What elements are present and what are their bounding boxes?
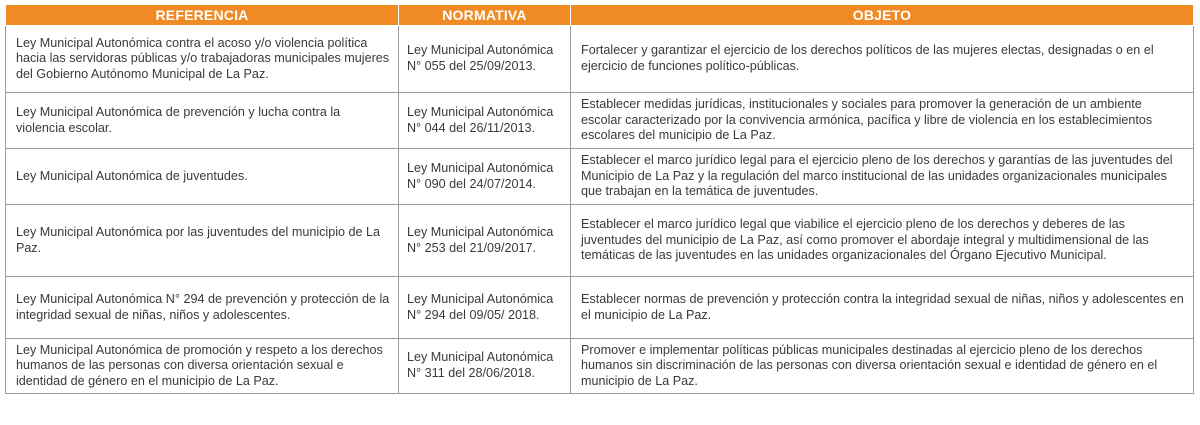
cell-normativa: Ley Municipal Autonómica N° 055 del 25/09/2013. bbox=[399, 26, 571, 93]
cell-objeto: Establecer el marco jurídico legal para el ejercicio pleno de los derechos y garantías de las juventudes del Municipio de La Paz y la regulación del marco institucional de las unidades organizacionales municipales que trabajan en la temática de juventudes. bbox=[571, 149, 1194, 205]
cell-objeto: Establecer el marco jurídico legal que viabilice el ejercicio pleno de los derechos y deberes de las juventudes del municipio de La Paz, así como promover el abordaje integral y multidimensional de las temáticas de las juventudes en las unidades organizacionales del Órgano Ejecutivo Municipal. bbox=[571, 205, 1194, 277]
cell-objeto: Fortalecer y garantizar el ejercicio de los derechos políticos de las mujeres electas, designadas o en el ejercicio de funciones político-públicas. bbox=[571, 26, 1194, 93]
cell-referencia: Ley Municipal Autonómica de juventudes. bbox=[6, 149, 399, 205]
table-row bbox=[6, 205, 1194, 277]
laws-table-container bbox=[5, 4, 1193, 394]
table-row bbox=[6, 277, 1194, 339]
header-row bbox=[6, 5, 1194, 26]
cell-normativa: Ley Municipal Autonómica N° 044 del 26/11/2013. bbox=[399, 93, 571, 149]
cell-referencia: Ley Municipal Autonómica por las juventudes del municipio de La Paz. bbox=[6, 205, 399, 277]
cell-objeto: Establecer normas de prevención y protección contra la integridad sexual de niñas, niños y adolescentes en el municipio de La Paz. bbox=[571, 277, 1194, 339]
table-row bbox=[6, 339, 1194, 394]
cell-normativa: Ley Municipal Autonómica N° 294 del 09/05/ 2018. bbox=[399, 277, 571, 339]
cell-referencia: Ley Municipal Autonómica N° 294 de prevención y protección de la integridad sexual de niñas, niños y adolescentes. bbox=[6, 277, 399, 339]
table-row bbox=[6, 149, 1194, 205]
header-objeto: OBJETO bbox=[571, 5, 1194, 26]
cell-referencia: Ley Municipal Autonómica de promoción y respeto a los derechos humanos de las personas con diversa orientación sexual e identidad de género en el municipio de La Paz. bbox=[6, 339, 399, 394]
cell-normativa: Ley Municipal Autonómica N° 253 del 21/09/2017. bbox=[399, 205, 571, 277]
cell-normativa: Ley Municipal Autonómica N° 090 del 24/07/2014. bbox=[399, 149, 571, 205]
cell-referencia: Ley Municipal Autonómica contra el acoso y/o violencia política hacia las servidoras públicas y/o trabajadoras municipales mujeres del Gobierno Autónomo Municipal de La Paz. bbox=[6, 26, 399, 93]
cell-normativa: Ley Municipal Autonómica N° 311 del 28/06/2018. bbox=[399, 339, 571, 394]
cell-objeto: Establecer medidas jurídicas, institucionales y sociales para promover la generación de un ambiente escolar caracterizado por la convivencia armónica, pacífica y libre de violencia en los establecimientos escolares del municipio de La Paz. bbox=[571, 93, 1194, 149]
table-row bbox=[6, 26, 1194, 93]
table-row bbox=[6, 93, 1194, 149]
header-normativa: NORMATIVA bbox=[399, 5, 571, 26]
header-referencia: REFERENCIA bbox=[6, 5, 399, 26]
laws-table bbox=[5, 4, 1194, 394]
cell-objeto: Promover e implementar políticas públicas municipales destinadas al ejercicio pleno de los derechos humanos sin discriminación de las personas con diversa orientación sexual e identidad de género en el municipio de La Paz. bbox=[571, 339, 1194, 394]
cell-referencia: Ley Municipal Autonómica de prevención y lucha contra la violencia escolar. bbox=[6, 93, 399, 149]
